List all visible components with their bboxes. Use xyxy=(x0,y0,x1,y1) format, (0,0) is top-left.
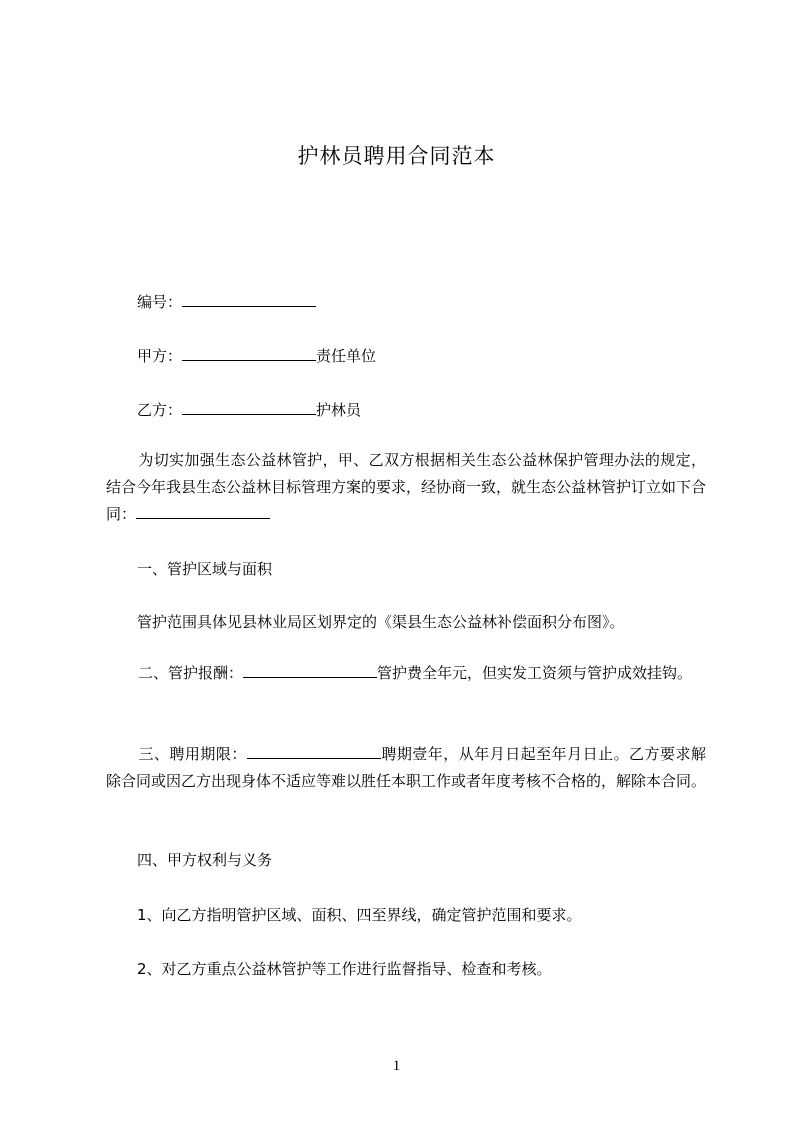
contract-number-blank xyxy=(182,291,316,307)
intro-text: 为切实加强生态公益林管护，甲、乙双方根据相关生态公益林保护管理办法的规定，结合今年我县生态公益林目标管理方案的要求，经协商一致，就生态公益林管护订立如下合同： xyxy=(106,451,707,523)
section2-body: 管护费全年元，但实发工资须与管护成效挂钩。 xyxy=(377,664,693,682)
section2-paragraph xyxy=(106,660,706,687)
party-a-label: 甲方： xyxy=(137,347,183,365)
page-number: 1 xyxy=(392,1058,401,1074)
party-b-suffix: 护林员 xyxy=(316,401,362,419)
contract-number-label: 编号： xyxy=(137,293,183,311)
party-a-blank xyxy=(182,345,316,361)
document-title: 护林员聘用合同范本 xyxy=(297,144,496,168)
section4-item-2: 2、对乙方重点公益林管护等工作进行监督指导、检查和考核。 xyxy=(137,960,552,978)
party-b-blank xyxy=(182,399,316,415)
party-a-line xyxy=(137,345,376,366)
section4-heading: 四、甲方权利与义务 xyxy=(137,851,273,869)
section3-paragraph xyxy=(106,741,706,795)
section3-blank xyxy=(247,743,381,759)
section3-body: 聘期壹年，从年月日起至年月日止。乙方要求解除合同或因乙方出现身体不适应等难以胜任本职工作或者年度考核不合格的，解除本合同。 xyxy=(106,745,707,790)
contract-number-line xyxy=(137,291,316,312)
section3-label: 三、聘用期限： xyxy=(138,745,247,763)
section2-label: 二、管护报酬： xyxy=(138,664,244,682)
party-b-line xyxy=(137,399,361,420)
section1-body: 管护范围具体见县林业局区划界定的《渠县生态公益林补偿面积分布图》。 xyxy=(137,613,625,631)
party-b-label: 乙方： xyxy=(137,401,183,419)
intro-paragraph xyxy=(106,447,706,528)
section2-blank xyxy=(243,662,377,678)
section4-item-1: 1、向乙方指明管护区域、面积、四至界线，确定管护范围和要求。 xyxy=(137,906,582,924)
intro-blank xyxy=(136,503,270,519)
section1-heading: 一、管护区域与面积 xyxy=(137,560,273,578)
party-a-suffix: 责任单位 xyxy=(316,347,377,365)
